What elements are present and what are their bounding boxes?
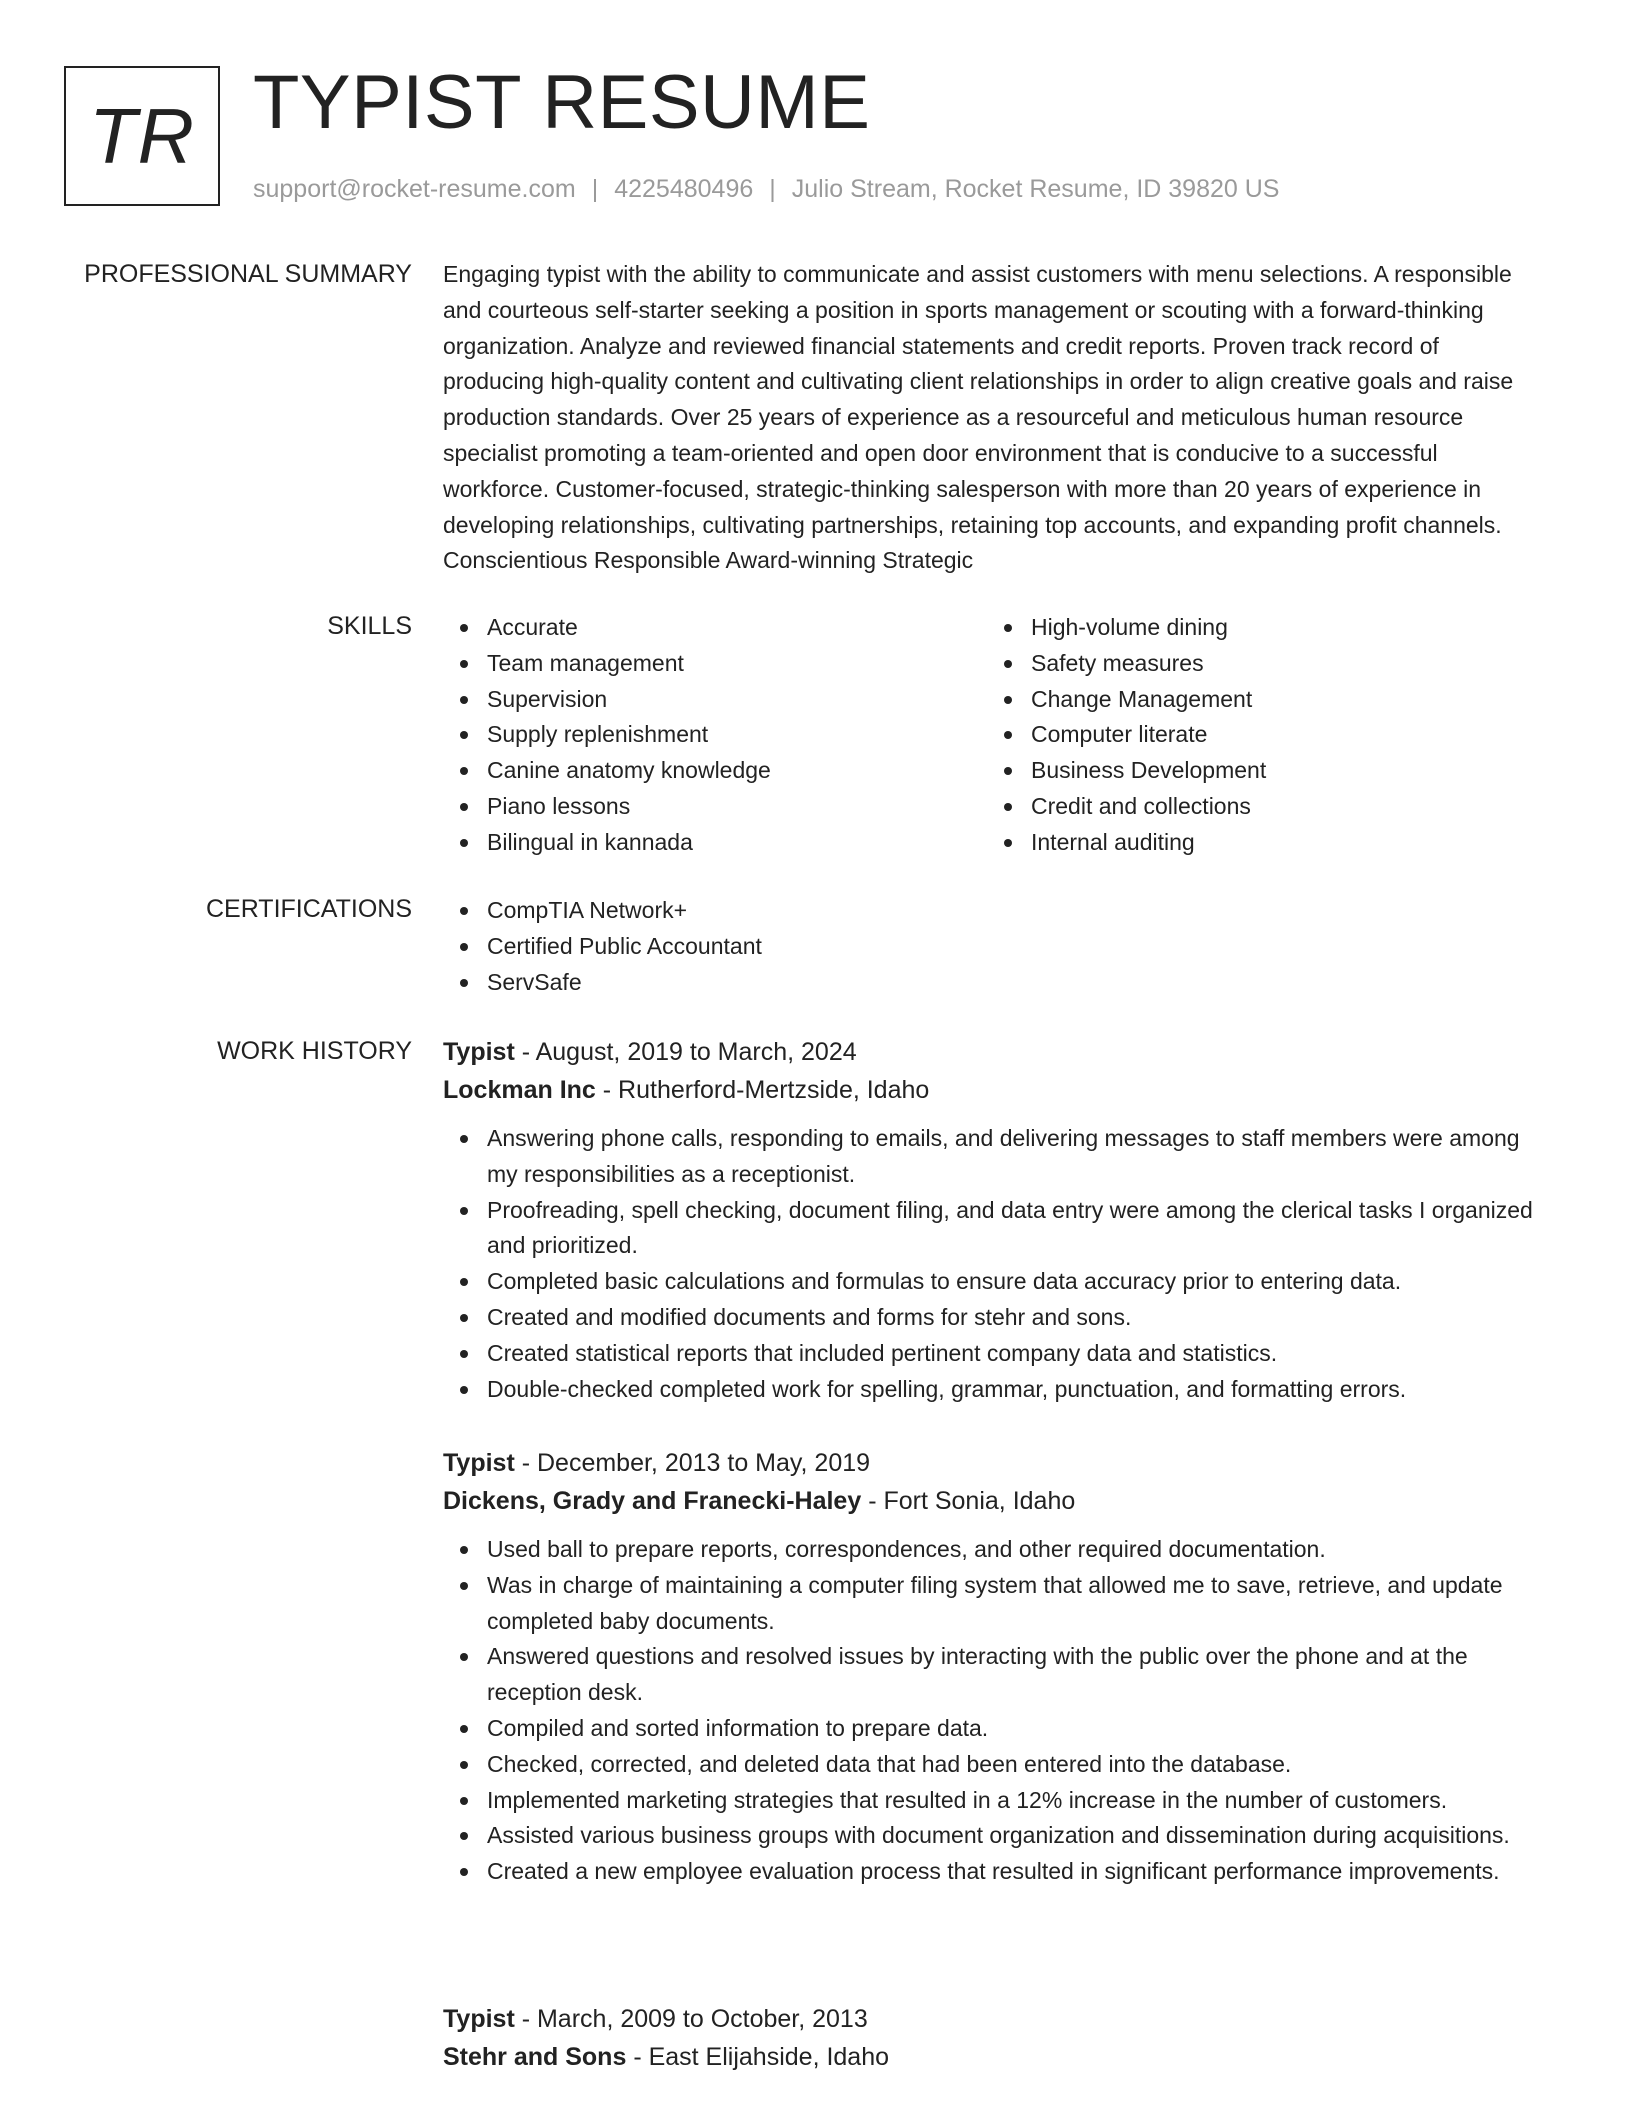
bullet-icon <box>460 624 468 632</box>
list-item-text: Supply replenishment <box>487 721 709 748</box>
bullet-icon <box>1004 624 1012 632</box>
list-item-text: High-volume dining <box>1031 614 1228 640</box>
job-company: Lockman Inc <box>443 1076 596 1104</box>
bullet-icon <box>1004 731 1012 739</box>
list-item-text: Answering phone calls, responding to emails, and delivering messages to staff members were among my responsibilities as a receptionist. <box>487 1125 1520 1187</box>
bullet-icon <box>460 839 468 847</box>
list-item <box>987 789 1507 825</box>
job-dates: - March, 2009 to October, 2013 <box>514 2005 868 2033</box>
bullet-icon <box>1004 660 1012 668</box>
job-title-line <box>443 1444 1543 1482</box>
list-item <box>443 646 963 682</box>
list-item-text: Safety measures <box>1031 649 1204 676</box>
list-item <box>443 1783 1543 1819</box>
job-entry <box>443 1033 1543 1407</box>
bullet-icon <box>460 1314 468 1322</box>
section-label-skills: SKILLS <box>327 612 412 640</box>
list-item <box>443 1121 1543 1193</box>
list-item <box>443 1639 1543 1711</box>
list-item <box>443 1336 1543 1372</box>
job-duties-list <box>443 1121 1543 1407</box>
bullet-icon <box>460 1797 468 1805</box>
list-item <box>443 1818 1543 1854</box>
bullet-icon <box>460 1653 468 1661</box>
job-company-line <box>443 1482 1543 1520</box>
bullet-icon <box>460 696 468 704</box>
list-item-text: Proofreading, spell checking, document filing, and data entry were among the clerical tasks I organized and prioritized. <box>487 1196 1533 1259</box>
bullet-icon <box>460 1725 468 1733</box>
contact-phone: 4225480496 <box>614 175 754 203</box>
list-item <box>987 825 1507 861</box>
list-item-text: Checked, corrected, and deleted data that had been entered into the database. <box>487 1750 1292 1777</box>
list-item <box>443 1300 1543 1336</box>
bullet-icon <box>1004 839 1012 847</box>
list-item <box>443 1854 1543 1890</box>
bullet-icon <box>460 1386 468 1394</box>
list-item <box>443 1568 1543 1640</box>
bullet-icon <box>460 660 468 668</box>
job-entry <box>443 2000 1543 2076</box>
bullet-icon <box>460 1350 468 1358</box>
bullet-icon <box>460 907 468 915</box>
list-item <box>443 1193 1543 1265</box>
list-item <box>443 965 963 1001</box>
list-item-text: Team management <box>487 649 684 676</box>
list-item-text: Piano lessons <box>487 792 631 819</box>
job-dates: - December, 2013 to May, 2019 <box>514 1449 871 1477</box>
list-item <box>443 682 963 718</box>
section-label-certifications: CERTIFICATIONS <box>205 895 412 923</box>
bullet-icon <box>460 1546 468 1554</box>
list-item-text: CompTIA Network+ <box>487 897 688 923</box>
contact-line <box>253 172 1279 206</box>
bullet-icon <box>460 943 468 951</box>
list-item <box>443 610 963 646</box>
list-item-text: Compiled and sorted information to prepare data. <box>487 1714 989 1741</box>
bullet-icon <box>460 1868 468 1876</box>
bullet-icon <box>460 1582 468 1590</box>
bullet-icon <box>460 731 468 739</box>
bullet-icon <box>460 979 468 987</box>
list-item-text: Was in charge of maintaining a computer filing system that allowed me to save, retrieve, and update completed baby documents. <box>487 1571 1503 1634</box>
job-company: Dickens, Grady and Franecki-Haley <box>443 1487 862 1515</box>
resume-title: TYPIST RESUME <box>253 60 871 145</box>
list-item-text: Created and modified documents and forms for stehr and sons. <box>487 1303 1132 1330</box>
job-duties-list <box>443 1532 1543 1890</box>
list-item <box>987 610 1507 646</box>
section-label-summary: PROFESSIONAL SUMMARY <box>84 260 412 288</box>
list-item-text: Bilingual in kannada <box>487 828 693 855</box>
job-title: Typist <box>443 2005 515 2033</box>
skills-list-left <box>443 610 963 861</box>
list-item-text: Certified Public Accountant <box>487 932 762 959</box>
list-item-text: Created statistical reports that included pertinent company data and statistics. <box>487 1339 1278 1366</box>
bullet-icon <box>1004 803 1012 811</box>
list-item <box>443 1532 1543 1568</box>
bullet-icon <box>460 767 468 775</box>
list-item <box>443 1372 1543 1408</box>
bullet-icon <box>460 803 468 811</box>
bullet-icon <box>460 1207 468 1215</box>
list-item <box>987 646 1507 682</box>
bullet-icon <box>1004 696 1012 704</box>
bullet-icon <box>460 1832 468 1840</box>
job-title-line <box>443 1033 1543 1071</box>
contact-email: support@rocket-resume.com <box>253 175 576 203</box>
list-item <box>443 825 963 861</box>
section-label-work-history: WORK HISTORY <box>217 1037 412 1065</box>
job-company-line <box>443 1071 1543 1109</box>
list-item-text: Computer literate <box>1031 721 1208 748</box>
monogram-box <box>64 66 220 206</box>
job-title: Typist <box>443 1449 515 1477</box>
job-title-line <box>443 2000 1543 2038</box>
list-item-text: Assisted various business groups with document organization and dissemination during acquisitions. <box>487 1822 1510 1849</box>
monogram-initials: TR <box>89 91 195 180</box>
job-location: - East Elijahside, Idaho <box>626 2043 890 2071</box>
list-item-text: Created a new employee evaluation process that resulted in significant performance improvements. <box>487 1858 1500 1885</box>
list-item-text: Internal auditing <box>1031 828 1195 855</box>
list-item-text: Answered questions and resolved issues by interacting with the public over the phone and at the reception desk. <box>487 1643 1468 1706</box>
list-item <box>443 717 963 753</box>
list-item-text: Implemented marketing strategies that resulted in a 12% increase in the number of customers. <box>487 1786 1448 1813</box>
list-item <box>443 789 963 825</box>
contact-separator: | <box>591 175 599 203</box>
list-item-text: Double-checked completed work for spelling, grammar, punctuation, and formatting errors. <box>487 1375 1407 1402</box>
bullet-icon <box>460 1278 468 1286</box>
bullet-icon <box>1004 767 1012 775</box>
list-item <box>443 893 963 929</box>
job-company-line <box>443 2038 1543 2076</box>
bullet-icon <box>460 1135 468 1143</box>
list-item-text: Supervision <box>487 685 608 712</box>
list-item <box>443 1747 1543 1783</box>
list-item-text: Business Development <box>1031 757 1267 784</box>
job-title: Typist <box>443 1038 515 1066</box>
list-item-text: ServSafe <box>487 968 582 995</box>
summary-text: Engaging typist with the ability to communicate and assist customers with menu selections. A responsible and courteous self-starter seeking a position in sports management or scouting with a forward-thinking organization. Analyze and reviewed financial statements and credit reports. Proven track record of producing high-quality content and cultivating client relationships in order to align creative goals and raise production standards. Over 25 years of experience as a resourceful and meticulous human resource specialist promoting a team-oriented and open door environment that is conducive to a successful workforce. Customer-focused, strategic-thinking salesperson with more than 20 years of experience in developing relationships, cultivating partnerships, retaining top accounts, and expanding profit channels. Conscientious Responsible Award-winning Strategic <box>443 261 1514 574</box>
list-item-text: Used ball to prepare reports, correspondences, and other required documentation. <box>487 1536 1326 1562</box>
list-item-text: Credit and collections <box>1031 792 1251 819</box>
certifications-list <box>443 893 963 1000</box>
list-item-text: Accurate <box>487 614 578 640</box>
list-item-text: Change Management <box>1031 685 1253 712</box>
job-dates: - August, 2019 to March, 2024 <box>514 1038 857 1066</box>
list-item-text: Canine anatomy knowledge <box>487 757 771 784</box>
list-item-text: Completed basic calculations and formulas to ensure data accuracy prior to entering data. <box>487 1268 1402 1295</box>
list-item <box>987 753 1507 789</box>
job-entry <box>443 1444 1543 1890</box>
bullet-icon <box>460 1761 468 1769</box>
job-location: - Rutherford-Mertzside, Idaho <box>595 1076 930 1104</box>
list-item <box>987 682 1507 718</box>
skills-list-right <box>987 610 1507 861</box>
list-item <box>443 929 963 965</box>
contact-separator: | <box>769 175 776 203</box>
list-item <box>443 1264 1543 1300</box>
list-item <box>443 1711 1543 1747</box>
list-item <box>987 717 1507 753</box>
contact-address: Julio Stream, Rocket Resume, ID 39820 US <box>791 175 1280 203</box>
job-company: Stehr and Sons <box>443 2043 627 2071</box>
list-item <box>443 753 963 789</box>
job-location: - Fort Sonia, Idaho <box>861 1487 1076 1515</box>
